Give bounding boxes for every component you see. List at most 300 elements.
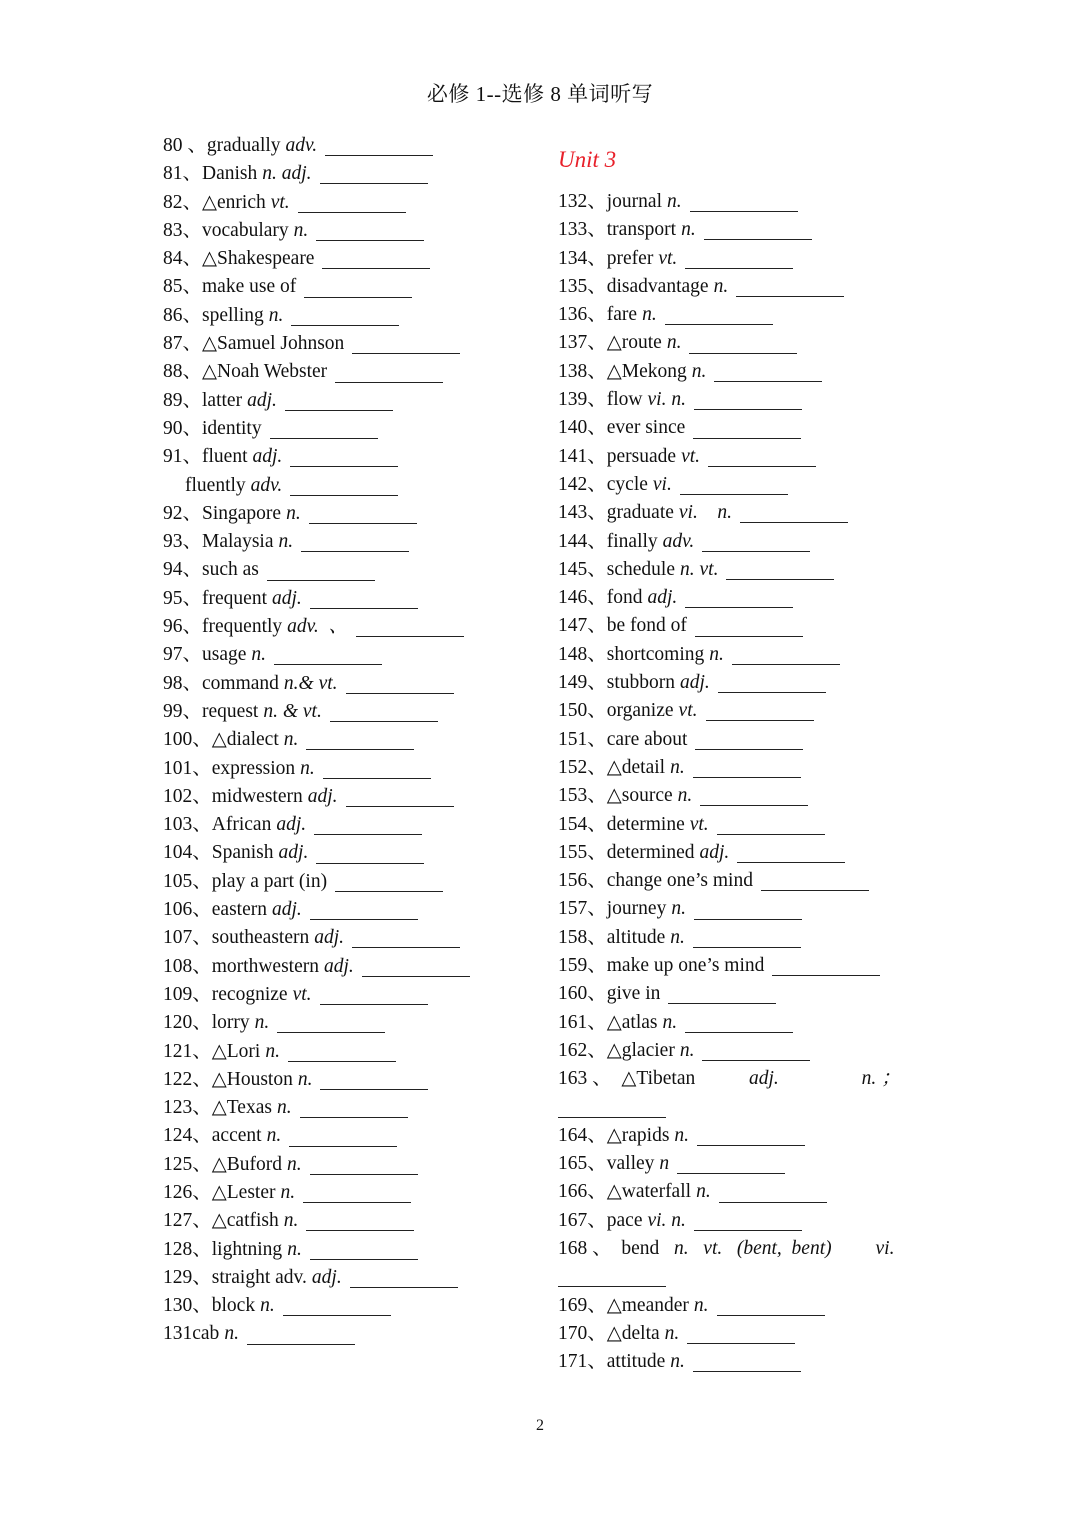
answer-blank[interactable] — [356, 617, 464, 637]
vocab-item — [558, 329, 978, 357]
item-number: 167、 — [558, 1209, 607, 1231]
part-of-speech: adj. — [271, 899, 302, 921]
item-word: △Lester — [211, 1181, 276, 1203]
item-word: △Tibetan — [611, 1068, 696, 1090]
vocab-item — [558, 471, 978, 499]
item-number: 149、 — [558, 672, 607, 694]
vocab-item — [558, 1235, 978, 1263]
item-word: △catfish — [211, 1210, 279, 1232]
vocab-item — [558, 669, 978, 697]
answer-blank[interactable] — [270, 419, 378, 439]
item-word: latter — [202, 389, 243, 411]
answer-blank[interactable] — [736, 277, 844, 297]
vocab-item — [163, 585, 553, 613]
item-number: 93、 — [163, 531, 203, 553]
part-of-speech: n. — [287, 1238, 302, 1260]
answer-blank[interactable] — [704, 220, 812, 240]
item-number: 89、 — [163, 389, 203, 411]
vocab-item — [558, 952, 978, 980]
item-word: disadvantage — [606, 275, 709, 297]
item-number: 106、 — [163, 899, 212, 921]
answer-blank[interactable] — [693, 758, 801, 778]
answer-blank[interactable] — [702, 1041, 810, 1061]
item-word: △Lori — [211, 1040, 261, 1062]
item-word: Malaysia — [202, 531, 274, 553]
item-word: cycle — [606, 473, 648, 495]
vocab-item — [163, 1207, 553, 1235]
part-of-speech: adv. — [285, 135, 318, 156]
vocab-item — [558, 301, 978, 329]
vocab-item — [163, 1009, 553, 1037]
vocab-item — [163, 726, 553, 754]
item-word: prefer — [606, 247, 654, 269]
part-of-speech: adj. — [680, 672, 710, 694]
vocab-item — [558, 811, 978, 839]
part-of-speech: adj. — [311, 1266, 342, 1288]
answer-blank[interactable] — [714, 362, 822, 382]
item-number: 125、 — [163, 1153, 212, 1175]
vocab-item — [163, 641, 553, 669]
part-of-speech: n. vt. — [680, 558, 719, 580]
answer-blank[interactable] — [267, 561, 375, 581]
answer-blank[interactable] — [677, 1154, 785, 1174]
answer-blank[interactable] — [702, 532, 810, 552]
part-of-speech: n. — [667, 191, 682, 212]
item-word: straight adv. — [211, 1266, 307, 1288]
answer-blank[interactable] — [693, 1352, 801, 1372]
item-word: lorry — [211, 1012, 250, 1034]
item-number: 160、 — [558, 983, 607, 1005]
part-of-speech: n. — [297, 1068, 313, 1090]
vocab-item — [163, 755, 553, 783]
answer-blank[interactable] — [352, 928, 460, 948]
item-word: block — [211, 1295, 256, 1317]
answer-blank[interactable] — [352, 334, 460, 354]
item-number: 103、 — [163, 814, 212, 836]
part-of-speech: vi. n. — [647, 1209, 686, 1231]
item-word: make up one’s mind — [606, 955, 765, 977]
answer-blank[interactable] — [290, 476, 398, 496]
item-word: △detail — [606, 756, 666, 778]
answer-blank[interactable] — [309, 504, 417, 524]
part-of-speech: adj. — [314, 927, 345, 949]
item-word: △Texas — [211, 1097, 272, 1119]
item-number: 97、 — [163, 644, 203, 666]
part-of-speech: adv. 、 — [287, 616, 348, 638]
item-word: frequent — [202, 587, 267, 609]
item-word: organize — [606, 700, 674, 722]
item-word: fare — [606, 304, 638, 326]
answer-blank[interactable] — [346, 787, 454, 807]
part-of-speech: n. — [662, 1011, 678, 1033]
item-word: play a part (in) — [211, 870, 328, 892]
answer-blank[interactable] — [285, 391, 393, 411]
item-word: Spanish — [211, 842, 274, 864]
answer-blank[interactable] — [316, 844, 424, 864]
item-word: Singapore — [202, 502, 282, 524]
answer-blank[interactable] — [694, 1211, 802, 1231]
answer-blank[interactable] — [685, 1013, 793, 1033]
item-number: 162、 — [558, 1039, 607, 1061]
answer-blank[interactable] — [306, 730, 414, 750]
answer-blank[interactable] — [694, 390, 802, 410]
vocab-item — [163, 160, 553, 188]
vocab-item — [163, 1236, 553, 1264]
item-number: 91、 — [163, 446, 203, 468]
answer-blank[interactable] — [298, 193, 406, 213]
vocab-item — [163, 896, 553, 924]
answer-blank[interactable] — [717, 815, 825, 835]
item-word: request — [202, 700, 259, 722]
item-word: fluently — [185, 474, 246, 496]
item-word: African — [211, 814, 272, 836]
part-of-speech: n. — [664, 1322, 680, 1344]
part-of-speech: adj. — [278, 842, 309, 864]
item-number: 137、 — [558, 332, 607, 354]
part-of-speech: n. — [293, 219, 309, 241]
answer-blank[interactable] — [310, 900, 418, 920]
item-number: 96、 — [163, 616, 203, 638]
answer-blank[interactable] — [288, 1042, 396, 1062]
item-word: gradually — [206, 135, 281, 156]
vocab-item — [163, 1151, 553, 1179]
item-word: △Noah Webster — [202, 361, 328, 383]
part-of-speech: n. — [287, 1153, 302, 1175]
answer-blank[interactable] — [737, 843, 845, 863]
answer-blank[interactable] — [277, 1013, 385, 1033]
item-number: 84、 — [163, 248, 203, 270]
vocab-item — [163, 1264, 553, 1292]
answer-blank[interactable] — [310, 1240, 418, 1260]
item-number: 142、 — [558, 473, 607, 495]
item-word: shortcoming — [606, 643, 705, 665]
answer-blank[interactable] — [706, 701, 814, 721]
vocab-item — [163, 443, 553, 471]
answer-blank[interactable] — [690, 192, 798, 212]
answer-blank[interactable] — [314, 815, 422, 835]
answer-blank[interactable] — [694, 900, 802, 920]
vocab-item — [163, 217, 553, 245]
answer-blank[interactable] — [320, 1070, 428, 1090]
answer-blank[interactable] — [306, 1211, 414, 1231]
item-number: 127、 — [163, 1210, 212, 1232]
answer-blank[interactable] — [718, 673, 826, 693]
answer-blank[interactable] — [289, 1127, 397, 1147]
part-of-speech: n. — [670, 1351, 685, 1373]
answer-blank[interactable] — [335, 363, 443, 383]
item-word: be fond of — [606, 615, 687, 637]
item-number: 122、 — [163, 1068, 212, 1090]
answer-blank[interactable] — [719, 1183, 827, 1203]
vocab-item — [163, 868, 553, 896]
answer-blank[interactable] — [283, 1296, 391, 1316]
vocab-item — [558, 584, 978, 612]
part-of-speech: adv. — [250, 474, 283, 496]
answer-blank[interactable] — [695, 730, 803, 750]
part-of-speech: n. — [713, 275, 729, 297]
item-number: 154、 — [558, 813, 607, 835]
item-number: 80 、 — [163, 135, 207, 156]
vocab-item — [163, 528, 553, 556]
item-word: eastern — [211, 899, 267, 921]
vocab-item — [163, 1066, 553, 1094]
answer-blank[interactable] — [362, 957, 470, 977]
item-number: 108、 — [163, 955, 212, 977]
item-word: graduate — [606, 502, 674, 524]
item-word: morthwestern — [211, 955, 319, 977]
vocab-item — [558, 188, 978, 216]
vocab-item — [163, 358, 553, 386]
item-number: 164、 — [558, 1124, 607, 1146]
item-number: 140、 — [558, 417, 607, 439]
answer-blank[interactable] — [700, 786, 808, 806]
answer-blank[interactable] — [717, 1296, 825, 1316]
vocab-item — [163, 1292, 553, 1320]
vocab-item — [558, 612, 978, 640]
vocab-item — [558, 924, 978, 952]
part-of-speech: adj. — [307, 785, 338, 807]
part-of-speech: n. — [696, 1181, 711, 1203]
part-of-speech: n. — [681, 219, 696, 241]
part-of-speech: n. — [283, 1210, 299, 1232]
item-word: △Samuel Johnson — [202, 333, 345, 355]
vocab-item — [558, 867, 978, 895]
item-word: journey — [606, 898, 667, 920]
item-word: Danish — [202, 163, 258, 185]
vocab-item — [163, 302, 553, 330]
vocab-item — [558, 754, 978, 782]
part-of-speech: n. — [260, 1295, 275, 1317]
vocab-item — [558, 1150, 978, 1178]
answer-blank[interactable] — [693, 419, 801, 439]
part-of-speech: n. — [670, 926, 685, 948]
answer-blank[interactable] — [350, 1268, 458, 1288]
part-of-speech: adj. — [252, 446, 283, 468]
item-number: 95、 — [163, 587, 203, 609]
answer-blank[interactable] — [685, 249, 793, 269]
item-word: finally — [606, 530, 658, 552]
vocab-item — [163, 613, 553, 641]
part-of-speech: vt. — [292, 983, 312, 1005]
answer-blank[interactable] — [322, 249, 430, 269]
vocab-item — [163, 670, 553, 698]
answer-blank[interactable] — [320, 985, 428, 1005]
item-number: 163 、 — [558, 1068, 612, 1090]
vocab-item — [558, 1348, 978, 1376]
vocab-item — [558, 245, 978, 273]
answer-blank[interactable] — [316, 221, 424, 241]
answer-blank[interactable] — [291, 306, 399, 326]
item-word: △atlas — [606, 1011, 658, 1033]
answer-blank[interactable] — [330, 702, 438, 722]
answer-blank[interactable] — [290, 447, 398, 467]
item-word: schedule — [606, 558, 675, 580]
answer-blank[interactable] — [320, 164, 428, 184]
vocab-item — [558, 697, 978, 725]
answer-blank[interactable] — [665, 305, 773, 325]
answer-blank[interactable] — [558, 1098, 666, 1118]
answer-blank[interactable] — [323, 759, 431, 779]
item-word: lightning — [211, 1238, 283, 1260]
vocab-item — [558, 273, 978, 301]
part-of-speech: n. — [679, 1039, 695, 1061]
item-word: △rapids — [606, 1124, 670, 1146]
item-word: frequently — [202, 616, 283, 638]
item-word: attitude — [606, 1351, 666, 1373]
vocab-item — [558, 1037, 978, 1065]
part-of-speech: n. — [265, 1040, 280, 1062]
item-number: 132、 — [558, 191, 607, 212]
part-of-speech: n. — [266, 1125, 282, 1147]
answer-blank[interactable] — [325, 136, 433, 156]
vocab-item — [163, 924, 553, 952]
part-of-speech: n. — [674, 1124, 690, 1146]
vocab-item — [163, 415, 553, 443]
item-number: 147、 — [558, 615, 607, 637]
part-of-speech: adj. — [699, 841, 730, 863]
vocab-item — [558, 1009, 978, 1037]
answer-blank[interactable] — [732, 645, 840, 665]
answer-blank[interactable] — [697, 1126, 805, 1146]
part-of-speech: n. — [670, 756, 685, 778]
item-word: change one’s mind — [606, 870, 753, 892]
item-number: 90、 — [163, 417, 203, 439]
vocab-item — [558, 1065, 978, 1093]
item-word: △route — [606, 332, 662, 354]
answer-blank[interactable] — [274, 645, 382, 665]
item-number: 150、 — [558, 700, 607, 722]
item-word: spelling — [202, 304, 264, 326]
answer-blank[interactable] — [300, 1098, 408, 1118]
vocab-item — [163, 472, 553, 500]
item-number: 151、 — [558, 728, 607, 750]
item-word: cab — [192, 1323, 220, 1345]
item-number: 148、 — [558, 643, 607, 665]
part-of-speech: vt. — [689, 813, 709, 835]
part-of-speech: n. — [276, 1097, 292, 1119]
item-word: △Houston — [211, 1068, 293, 1090]
item-word: recognize — [211, 983, 288, 1005]
answer-blank[interactable] — [685, 588, 793, 608]
vocab-item — [163, 1038, 553, 1066]
item-word: command — [202, 672, 279, 694]
item-word: care about — [606, 728, 688, 750]
item-number: 144、 — [558, 530, 607, 552]
item-number: 156、 — [558, 870, 607, 892]
item-number: 82、 — [163, 191, 203, 213]
part-of-speech: n. adj. — [262, 163, 312, 185]
item-number: 135、 — [558, 275, 607, 297]
answer-blank[interactable] — [301, 532, 409, 552]
part-of-speech: adj. n. ； — [700, 1068, 901, 1090]
answer-blank[interactable] — [687, 1324, 795, 1344]
part-of-speech: n. — [642, 304, 657, 326]
item-number: 102、 — [163, 785, 212, 807]
item-number: 100、 — [163, 729, 212, 751]
item-number: 138、 — [558, 360, 607, 382]
part-of-speech: n. — [286, 502, 301, 524]
item-word: △Shakespeare — [202, 248, 315, 270]
answer-blank[interactable] — [558, 1267, 666, 1287]
part-of-speech: vi. — [652, 473, 672, 495]
answer-blank[interactable] — [689, 334, 797, 354]
vocab-item — [163, 839, 553, 867]
answer-blank[interactable] — [310, 1155, 418, 1175]
item-number: 83、 — [163, 219, 203, 241]
answer-blank[interactable] — [680, 475, 788, 495]
part-of-speech: n. — [254, 1012, 270, 1034]
part-of-speech: n. — [693, 1294, 709, 1316]
part-of-speech: adj. — [276, 814, 307, 836]
vocab-item — [163, 132, 553, 160]
answer-blank[interactable] — [708, 447, 816, 467]
item-number: 101、 — [163, 757, 212, 779]
vocab-item — [558, 499, 978, 527]
part-of-speech: vt. — [681, 445, 701, 467]
vocab-item — [558, 1320, 978, 1348]
item-number: 146、 — [558, 587, 607, 609]
answer-blank[interactable] — [695, 617, 803, 637]
item-word: valley — [606, 1153, 655, 1175]
vocab-item — [163, 783, 553, 811]
answer-blank[interactable] — [726, 560, 834, 580]
answer-blank[interactable] — [310, 589, 418, 609]
answer-blank[interactable] — [335, 872, 443, 892]
item-word: journal — [606, 191, 662, 212]
part-of-speech: adj. — [271, 587, 302, 609]
answer-blank[interactable] — [693, 928, 801, 948]
item-word: pace — [606, 1209, 643, 1231]
answer-blank[interactable] — [668, 984, 776, 1004]
unit-heading: Unit 3 — [558, 147, 617, 172]
part-of-speech: adv. — [662, 530, 695, 552]
part-of-speech: n. — [283, 729, 299, 751]
answer-blank[interactable] — [304, 278, 412, 298]
vocab-item — [558, 216, 978, 244]
item-number: 171、 — [558, 1351, 607, 1373]
word-list-right — [558, 132, 978, 1376]
answer-blank[interactable] — [761, 871, 869, 891]
item-number: 158、 — [558, 926, 607, 948]
vocab-item — [163, 1179, 553, 1207]
part-of-speech: n. & vt. — [263, 700, 322, 722]
answer-blank[interactable] — [346, 674, 454, 694]
item-word: altitude — [606, 926, 666, 948]
vocab-item — [163, 330, 553, 358]
item-number: 168 、 — [558, 1237, 612, 1259]
vocab-item — [163, 1094, 553, 1122]
item-word: fond — [606, 587, 643, 609]
item-word: △glacier — [606, 1039, 675, 1061]
item-word: midwestern — [211, 785, 303, 807]
answer-blank[interactable] — [247, 1325, 355, 1345]
item-number: 99、 — [163, 700, 203, 722]
item-number: 139、 — [558, 389, 607, 411]
item-number: 98、 — [163, 672, 203, 694]
answer-blank[interactable] — [772, 956, 880, 976]
part-of-speech: n. — [671, 898, 686, 920]
vocab-item — [558, 839, 978, 867]
part-of-speech: n. — [268, 304, 284, 326]
answer-blank[interactable] — [303, 1183, 411, 1203]
item-word: △meander — [606, 1294, 689, 1316]
item-number: 128、 — [163, 1238, 212, 1260]
vocab-item — [163, 981, 553, 1009]
item-number: 81、 — [163, 163, 203, 185]
item-word: vocabulary — [202, 219, 289, 241]
answer-blank[interactable] — [740, 503, 848, 523]
part-of-speech: vi. n. — [647, 389, 686, 411]
